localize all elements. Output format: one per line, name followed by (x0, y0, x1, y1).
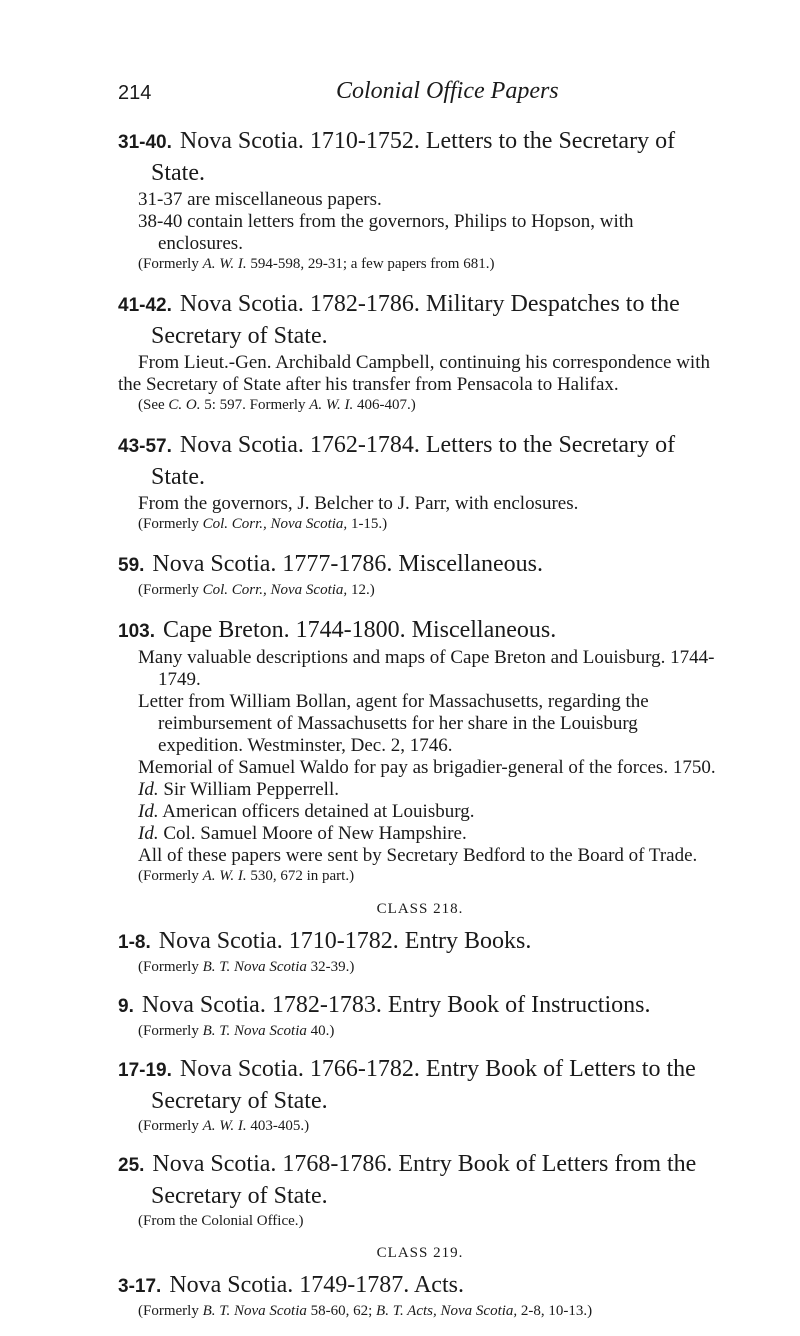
entry-line: 38-40 contain letters from the governors, Philips to Hopson, with enclosures. (138, 211, 634, 254)
entry-43-57 (118, 430, 722, 534)
entry-number: 31-40. (118, 132, 172, 153)
entry-line: Letter from William Bollan, agent for Massachusetts, regarding the reimbursement of Massachusetts for her share in the Louisburg expedition. Westminster, Dec. 2, 1746. (138, 691, 649, 756)
content (118, 126, 722, 1336)
entry-number: 43-57. (118, 436, 172, 457)
entry-line: Many valuable descriptions and maps of Cape Breton and Louisburg. 1744-1749. (138, 647, 715, 690)
entry-title: Nova Scotia. 1777-1786. Miscellaneous. (152, 551, 544, 577)
entry-number: 25. (118, 1155, 145, 1176)
entry-103 (118, 615, 722, 886)
entry-line: 31-37 are miscellaneous papers. (138, 189, 382, 210)
entry-paragraph: From the governors, J. Belcher to J. Parr, with enclosures. (138, 493, 579, 514)
entry-note: (From the Colonial Office.) (138, 1213, 304, 1229)
entry-title: Nova Scotia. 1749-1787. Acts. (169, 1272, 464, 1298)
class-heading: CLASS 218. (376, 901, 464, 917)
entry-title: Nova Scotia. 1766-1782. Entry Book of Letters to the Secretary of State. (151, 1056, 696, 1114)
entry-59 (118, 549, 722, 600)
entry-title: Nova Scotia. 1782-1783. Entry Book of Instructions. (141, 992, 651, 1018)
entry-line: Memorial of Samuel Waldo for pay as brigadier-general of the forces. 1750. (138, 757, 716, 778)
entry-title: Nova Scotia. 1782-1786. Military Despatches to the Secretary of State. (151, 291, 680, 349)
entry-41-42 (118, 289, 722, 415)
entry-1-8 (118, 926, 722, 977)
entry-number: 1-8. (118, 932, 151, 953)
entry-note: (Formerly B. T. Nova Scotia 32-39.) (138, 959, 355, 975)
page-number: 214 (118, 82, 152, 104)
entry-paragraph: From Lieut.-Gen. Archibald Campbell, continuing his correspondence with the Secretary of State after his transfer from Pensacola to Halifax. (118, 352, 710, 395)
entry-number: 3-17. (118, 1276, 162, 1297)
entry-title: Nova Scotia. 1762-1784. Letters to the Secretary of State. (151, 432, 676, 490)
entry-number: 103. (118, 621, 155, 642)
entry-line: Id. Col. Samuel Moore of New Hampshire. (138, 823, 467, 844)
entry-note: (Formerly B. T. Nova Scotia 40.) (138, 1023, 335, 1039)
entry-title: Cape Breton. 1744-1800. Miscellaneous. (162, 617, 557, 643)
entry-number: 41-42. (118, 295, 172, 316)
entry-17-19 (118, 1054, 722, 1136)
entry-number: 59. (118, 555, 145, 576)
entry-title: Nova Scotia. 1710-1782. Entry Books. (158, 928, 532, 954)
entry-number: 9. (118, 996, 134, 1017)
entry-note: (Formerly A. W. I. 594-598, 29-31; a few papers from 681.) (138, 256, 495, 272)
entry-note: (Formerly Col. Corr., Nova Scotia, 12.) (138, 582, 375, 598)
entry-note: (Formerly Col. Corr., Nova Scotia, 1-15.) (138, 516, 388, 532)
entry-9 (118, 990, 722, 1041)
entry-title: Nova Scotia. 1710-1752. Letters to the Secretary of State. (151, 128, 676, 186)
entry-number: 17-19. (118, 1060, 172, 1081)
entry-line: Id. Sir William Pepperrell. (138, 779, 339, 800)
entry-note: (Formerly B. T. Nova Scotia 58-60, 62; B. T. Acts, Nova Scotia, 2-8, 10-13.) (138, 1303, 593, 1319)
entry-31-40 (118, 126, 722, 274)
entry-line: Id. American officers detained at Louisburg. (138, 801, 475, 822)
entry-note: (See C. O. 5: 597. Formerly A. W. I. 406-407.) (138, 397, 416, 413)
entry-3-17 (118, 1270, 722, 1321)
entry-note: (Formerly A. W. I. 403-405.) (138, 1118, 310, 1134)
entry-paragraph: All of these papers were sent by Secretary Bedford to the Board of Trade. (138, 845, 698, 866)
class-heading: CLASS 219. (376, 1245, 464, 1261)
running-head (118, 78, 718, 112)
entry-note: (Formerly A. W. I. 530, 672 in part.) (138, 868, 355, 884)
entry-title: Nova Scotia. 1768-1786. Entry Book of Letters from the Secretary of State. (151, 1151, 697, 1209)
page-title: Colonial Office Papers (336, 78, 559, 104)
entry-25 (118, 1149, 722, 1231)
